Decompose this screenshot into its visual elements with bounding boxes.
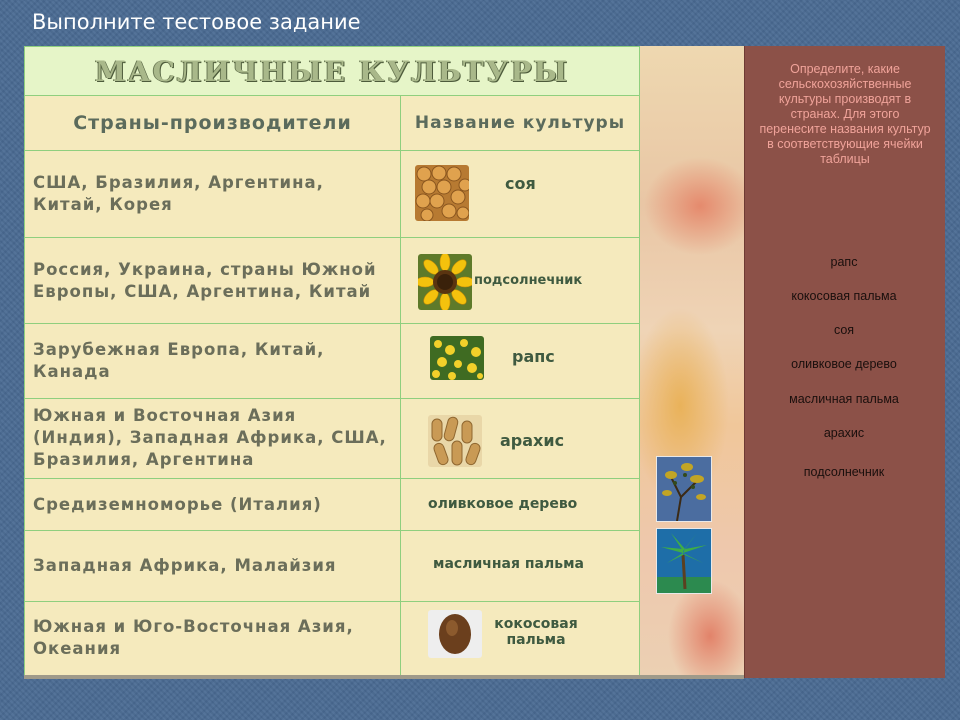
table-row: [25, 479, 640, 531]
crop-option[interactable]: подсолнечник: [803, 465, 885, 479]
crop-option[interactable]: масличная пальма: [789, 392, 899, 406]
table-row: [25, 531, 640, 601]
crop-label: масличная пальма: [433, 556, 584, 573]
countries-cell: Западная Африка, Малайзия: [25, 531, 401, 601]
crop-cell[interactable]: [401, 324, 640, 398]
crop-cell[interactable]: [401, 398, 640, 478]
table-row: [25, 398, 640, 478]
sunflower-image: [418, 254, 472, 310]
soybeans-image: [415, 165, 469, 221]
crop-cell[interactable]: [401, 237, 640, 323]
crop-option[interactable]: соя: [833, 323, 855, 337]
crop-option[interactable]: оливковое дерево: [791, 357, 897, 371]
olive-tree-image[interactable]: [656, 456, 712, 522]
slide-title: Выполните тестовое задание: [32, 10, 361, 34]
crop-label: кокосовая пальма: [494, 615, 578, 648]
header-crop: Название культуры: [401, 96, 640, 151]
coconut-image: [428, 610, 482, 658]
crop-cell[interactable]: [401, 479, 640, 531]
divider: [24, 675, 744, 679]
crop-cell[interactable]: [401, 601, 640, 675]
crop-label: подсолнечник: [474, 272, 583, 288]
table-row: [25, 324, 640, 398]
countries-cell: Россия, Украина, страны Южной Европы, США, Аргентина, Китай: [25, 237, 401, 323]
countries-cell: Зарубежная Европа, Китай, Канада: [25, 324, 401, 398]
table-row: [25, 237, 640, 323]
crop-label: соя: [505, 174, 536, 194]
crop-label: рапс: [512, 347, 555, 367]
task-instruction: Определите, какие сельскохозяйственные культуры производят в странах. Для этого перенесите названия культур в соответствующие ячейки таблицы: [759, 62, 931, 166]
table-row: [25, 601, 640, 675]
countries-cell: США, Бразилия, Аргентина, Китай, Корея: [25, 151, 401, 237]
peanuts-image: [428, 415, 482, 467]
crop-cell[interactable]: [401, 531, 640, 601]
rapeseed-image: [430, 336, 484, 380]
countries-cell: Средиземноморье (Италия): [25, 479, 401, 531]
oil-crops-table: [24, 46, 640, 676]
header-countries: Страны-производители: [25, 96, 401, 151]
crop-option[interactable]: рапс: [830, 255, 858, 269]
crop-label: арахис: [500, 430, 565, 450]
crop-cell[interactable]: [401, 151, 640, 237]
palm-tree-image[interactable]: [656, 528, 712, 594]
table-row: [25, 151, 640, 237]
crop-option[interactable]: кокосовая пальма: [791, 289, 897, 303]
crop-option[interactable]: арахис: [823, 426, 865, 440]
crop-label: оливковое дерево: [428, 496, 578, 513]
countries-cell: Южная и Восточная Азия (Индия), Западная Африка, США, Бразилия, Аргентина: [25, 398, 401, 478]
countries-cell: Южная и Юго-Восточная Азия, Океания: [25, 601, 401, 675]
table-title: МАСЛИЧНЫЕ КУЛЬТУРЫ: [25, 47, 640, 96]
